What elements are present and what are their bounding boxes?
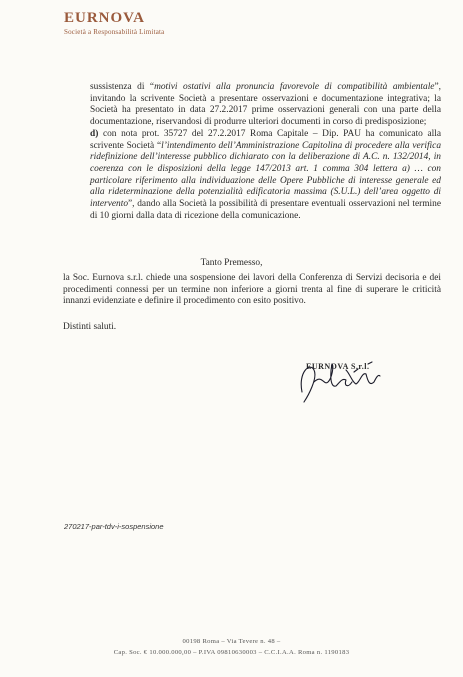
company-legal-form: Società a Responsabilità Limitata xyxy=(64,28,165,36)
text-span: con nota prot. 35727 del 27.2.2017 Roma Capitale – Dip. PAU ha comunicato alla scrivente Società “ xyxy=(90,128,441,151)
document-reference: 270217-par-tdv-i-sospensione xyxy=(64,522,164,531)
quoted-text: motivi ostativi alla pronuncia favorevole di compatibilità ambientale xyxy=(154,82,435,92)
letterhead xyxy=(64,10,165,36)
quoted-text: l’intendimento dell’Amministrazione Capitolina di procedere alla verifica ridefinizione dell’interesse pubblico dichiarato con la deliberazione di A.C. n. 132/2014, in coerenza con le disposizioni della legge 147/2013 art. 1 comma 304 lettera a) … con particolare riferimento alla individuazione delle Opere Pubbliche di interesse generale ed alla rideterminazione della potenzialità edificatoria massima (S.U.L.) dell’area oggetto di intervento xyxy=(90,140,442,210)
letter-body xyxy=(90,82,441,222)
company-logo-text: EURNOVA xyxy=(64,10,145,26)
paragraph-d xyxy=(90,129,441,223)
paragraph-c-continuation xyxy=(90,82,441,129)
request-paragraph: la Soc. Eurnova s.r.l. chiede una sospensione dei lavori della Conferenza di Servizi decisoria e dei procedimenti connessi per un termine non inferiore a giorni trenta al fine di superare le criticità innanzi evidenziate e definire il procedimento con esito positivo. xyxy=(63,273,441,307)
footer-company-info: Cap. Soc. € 10.000.000,00 – P.IVA 09810630003 – C.C.I.A.A. Roma n. 1190183 xyxy=(113,649,350,656)
list-letter: d) xyxy=(90,128,99,139)
text-span: ”, dando alla Società la possibilità di presentare eventuali osservazioni nel termine di 10 giorni dalla data di ricezione della comunicazione. xyxy=(90,199,441,221)
letter-footer xyxy=(0,636,463,658)
handwritten-signature xyxy=(288,352,398,410)
premise-line: Tanto Premesso, xyxy=(200,258,263,268)
closing-salutation: Distinti saluti. xyxy=(63,322,117,332)
text-span: ”, invitando la scrivente Società a presentare osservazioni e documentazione integrativa; la Società ha presentato in data 27.2.2017 prime osservazioni generali con una parte della documentazione, riservandosi di produrre ulteriori documenti in corso di predisposizione; xyxy=(90,82,441,128)
footer-address: 00198 Roma – Via Tevere n. 48 – xyxy=(182,638,281,645)
text-span: sussistenza di “ xyxy=(90,82,155,92)
signer-name: EURNOVA S.r.l. xyxy=(306,362,370,371)
